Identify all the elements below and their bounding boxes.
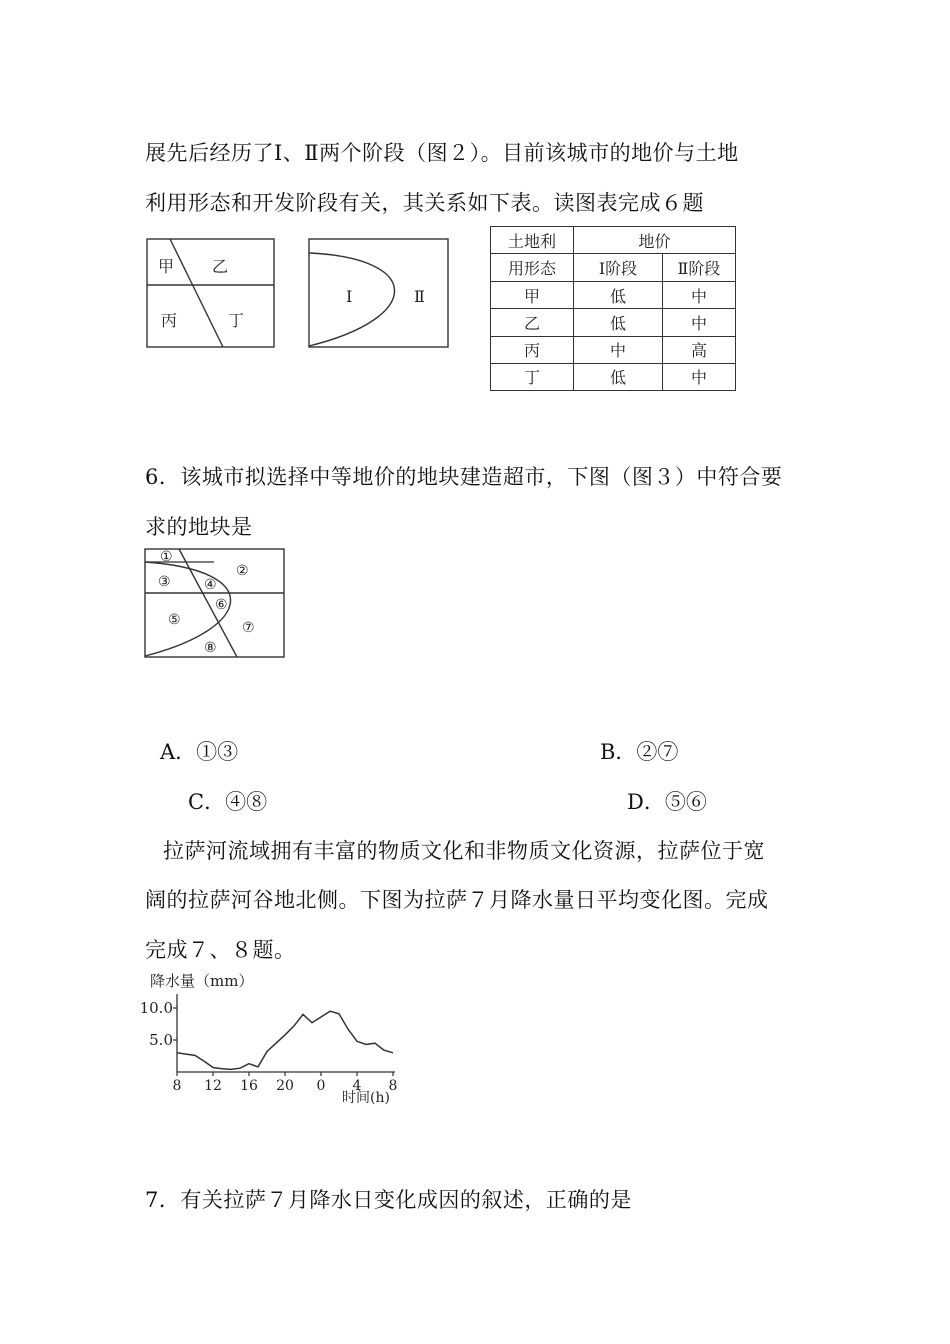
y-tick-label: 10.0 [139, 999, 173, 1017]
cell-stage1: 低 [574, 282, 663, 309]
table-row [491, 336, 736, 363]
parcel-8: ⑧ [204, 640, 217, 656]
table-row [491, 282, 736, 309]
parcel-4: ④ [204, 577, 217, 593]
cell-form: 乙 [491, 309, 574, 336]
passage-line-2: 阔的拉萨河谷地北侧。下图为拉萨７月降水量日平均变化图。完成 [145, 888, 769, 912]
parcel-7: ⑦ [242, 620, 255, 636]
question-6-line-2: 求的地块是 [145, 515, 253, 539]
intro-line-1: 展先后经历了Ⅰ、Ⅱ两个阶段（图２）。目前该城市的地价与土地 [145, 141, 739, 165]
parcel-3: ③ [158, 574, 171, 590]
fig1-label-jia: 甲 [158, 257, 175, 276]
x-tick-label: 8 [388, 1078, 398, 1094]
option-a: A．①③ [160, 740, 239, 764]
question-7: 7．有关拉萨７月降水日变化成因的叙述，正确的是 [145, 1188, 632, 1212]
parcel-6: ⑥ [215, 597, 228, 613]
th-stage2: Ⅱ阶段 [663, 254, 736, 282]
th-form-2: 用形态 [491, 254, 574, 282]
parcel-1: ① [160, 549, 173, 565]
figure-parcels [144, 548, 286, 660]
precipitation-chart [140, 966, 420, 1111]
cell-stage1: 低 [574, 363, 663, 390]
fig1-label-bing: 丙 [161, 311, 178, 330]
figure-land-use [146, 238, 276, 350]
cell-form: 丙 [491, 336, 574, 363]
table-row [491, 309, 736, 336]
cell-stage1: 中 [574, 336, 663, 363]
cell-stage2: 高 [663, 336, 736, 363]
fig2-label-stage1: Ⅰ [346, 287, 353, 306]
table-row [491, 363, 736, 390]
cell-stage2: 中 [663, 309, 736, 336]
x-tick-label: 12 [204, 1078, 222, 1094]
th-form-1: 土地利 [491, 227, 574, 254]
passage-line-3: 完成７、８题。 [145, 938, 296, 962]
parcel-2: ② [236, 563, 249, 579]
precipitation-series-line [177, 1011, 393, 1069]
parcel-5: ⑤ [168, 612, 181, 628]
passage-line-1: 拉萨河流域拥有丰富的物质文化和非物质文化资源，拉萨位于宽 [163, 839, 765, 863]
option-c: C．④⑧ [188, 790, 268, 814]
option-b: B．②⑦ [600, 740, 679, 764]
x-tick-label: 16 [240, 1078, 258, 1094]
cell-stage2: 中 [663, 363, 736, 390]
y-tick-label: 5.0 [149, 1031, 173, 1049]
cell-form: 甲 [491, 282, 574, 309]
chart-ylabel: 降水量（mm） [150, 972, 254, 990]
figure-stages [308, 238, 450, 350]
x-tick-label: 20 [276, 1078, 294, 1094]
fig2-label-stage2: Ⅱ [414, 287, 425, 306]
x-tick-label: 8 [172, 1078, 182, 1094]
fig1-label-yi: 乙 [212, 257, 229, 276]
land-price-table [490, 226, 736, 391]
option-d: D．⑤⑥ [627, 790, 707, 814]
th-stage1: Ⅰ阶段 [574, 254, 663, 282]
chart-xlabel: 时间(h) [342, 1090, 390, 1106]
cell-form: 丁 [491, 363, 574, 390]
x-tick-label: 4 [352, 1078, 362, 1094]
question-6-line-1: 6．该城市拟选择中等地价的地块建造超市，下图（图３）中符合要 [145, 465, 783, 489]
th-price: 地价 [574, 227, 736, 254]
fig1-label-ding: 丁 [228, 311, 245, 330]
cell-stage2: 中 [663, 282, 736, 309]
x-tick-label: 0 [316, 1078, 326, 1094]
intro-line-2: 利用形态和开发阶段有关，其关系如下表。读图表完成６题 [145, 191, 704, 215]
cell-stage1: 低 [574, 309, 663, 336]
